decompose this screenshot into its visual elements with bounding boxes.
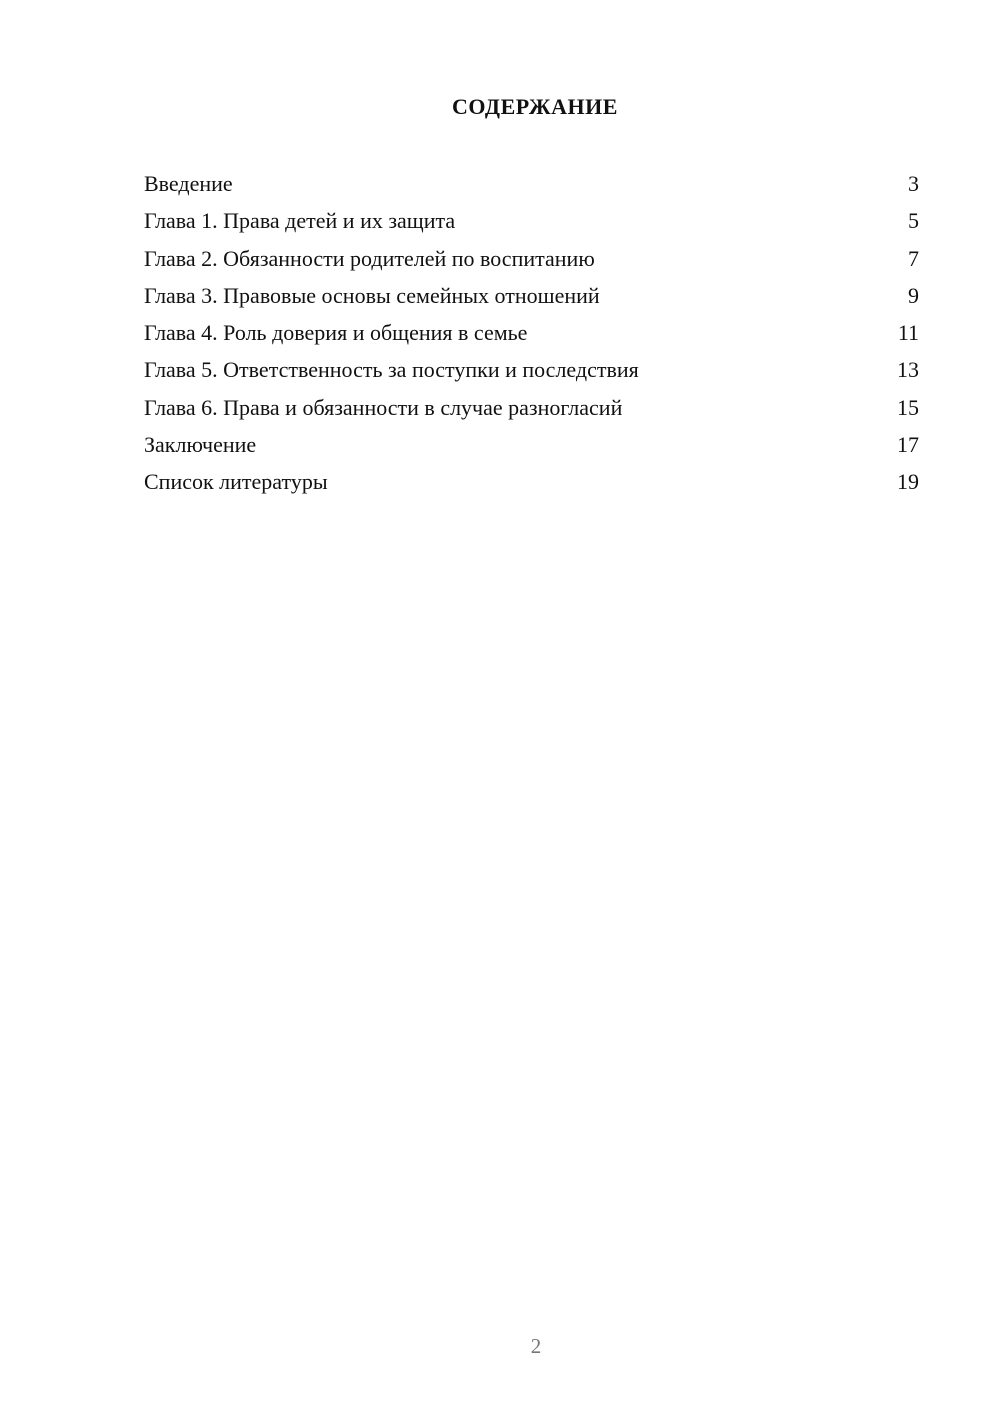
toc-entry: [144, 354, 919, 391]
toc-entry-page: 19: [897, 469, 919, 495]
toc-entry: [144, 280, 919, 317]
toc-entry: [144, 243, 919, 280]
toc-entry-label: Глава 6. Права и обязанности в случае разногласий: [144, 394, 623, 420]
toc-entry-page: 7: [908, 245, 919, 271]
toc-entry-label: Заключение: [144, 432, 257, 458]
toc-entry: [144, 317, 919, 354]
toc-entry: [144, 168, 919, 205]
toc-entry: [144, 466, 919, 503]
page-title: СОДЕРЖАНИЕ: [452, 94, 618, 119]
toc-entry: [144, 392, 919, 429]
toc-entry-label: Введение: [144, 171, 233, 196]
toc-entry-page: 13: [897, 357, 919, 383]
toc-entry-page: 11: [897, 320, 919, 346]
toc-entry-label: Глава 2. Обязанности родителей по воспитанию: [144, 245, 595, 271]
toc-entry-page: 9: [908, 282, 919, 308]
table-of-contents: [144, 168, 919, 504]
toc-entry-label: Глава 4. Роль доверия и общения в семье: [144, 320, 528, 346]
toc-entry-label: Глава 1. Права детей и их защита: [144, 208, 456, 234]
toc-entry-label: Список литературы: [144, 469, 328, 495]
toc-entry-page: 15: [897, 394, 919, 420]
toc-entry-page: 5: [908, 208, 919, 234]
toc-entry-page: 3: [908, 171, 919, 196]
toc-entry-label: Глава 3. Правовые основы семейных отношений: [144, 282, 600, 308]
toc-entry: [144, 205, 919, 242]
toc-entry-page: 17: [897, 432, 919, 458]
toc-entry-label: Глава 5. Ответственность за поступки и последствия: [144, 357, 639, 383]
toc-entry: [144, 429, 919, 466]
page-number: 2: [530, 1334, 542, 1358]
